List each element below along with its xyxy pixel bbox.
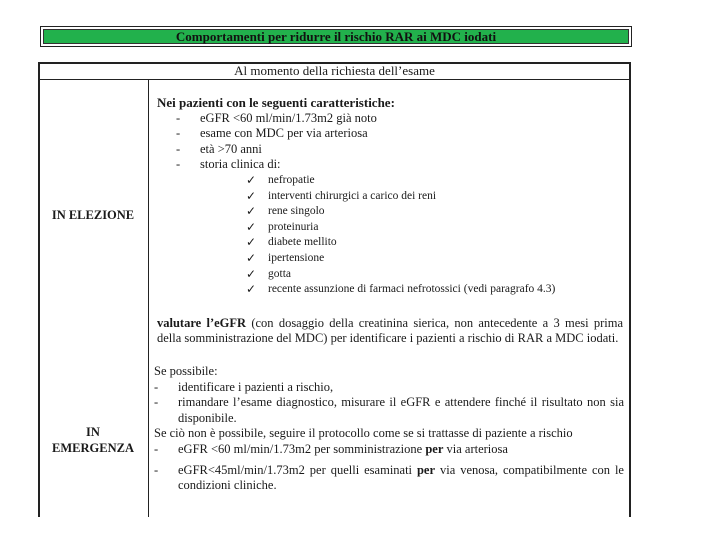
list-item: - eGFR <60 ml/min/1.73m2 per somministrazione per via arteriosa: [154, 441, 508, 456]
check-icon: ✓: [246, 235, 257, 250]
list-item: - esame con MDC per via arteriosa: [176, 126, 368, 141]
list-item: - identificare i pazienti a rischio,: [154, 379, 334, 394]
list-item: ✓ nefropatie: [246, 172, 315, 187]
dash-marker: -: [176, 157, 181, 172]
column-divider: [148, 79, 149, 517]
list-item: - rimandare l’esame diagnostico, misurare il eGFR e attendere finché il risultato non sia disponibile.: [154, 395, 624, 425]
list-item: ✓ interventi chirurgici a carico dei reni: [246, 188, 437, 203]
row-label-elezione: [38, 80, 148, 350]
check-icon: ✓: [246, 282, 257, 297]
table-right-border: [629, 62, 631, 517]
row-label-emergenza: [38, 362, 148, 517]
dash-marker: -: [154, 395, 159, 410]
check-icon: ✓: [246, 219, 257, 234]
elezione-label-text: IN ELEZIONE: [51, 208, 135, 222]
emergenza-intro: Se possibile:: [154, 364, 218, 378]
table-header-text: Al momento della richiesta dell’esame: [234, 63, 435, 78]
clinical-history-list: [246, 173, 623, 298]
emergenza-label-line1: IN: [86, 424, 100, 439]
list-item: ✓ ipertensione: [246, 250, 325, 265]
document-title: [40, 26, 632, 47]
emergenza-content: [154, 364, 624, 494]
check-icon: ✓: [246, 266, 257, 281]
elezione-criteria-list: [176, 111, 623, 173]
list-item: ✓ gotta: [246, 266, 291, 281]
list-item: ✓ recente assunzione di farmaci nefrotossici (vedi paragrafo 4.3): [246, 282, 556, 297]
check-icon: ✓: [246, 250, 257, 265]
risk-table: [38, 62, 631, 517]
check-icon: ✓: [246, 188, 257, 203]
list-item: - età >70 anni: [176, 141, 262, 156]
elezione-content: [157, 95, 623, 347]
dash-marker: -: [154, 441, 159, 456]
dash-marker: -: [176, 126, 181, 141]
valutare-rest: (con dosaggio della creatinina sierica, non antecedente a 3 mesi prima della somministrazione del MDC) per identificare i pazienti a rischio di RAR a MDC iodati.: [157, 315, 624, 346]
table-header: [38, 62, 631, 80]
list-item: ✓ rene singolo: [246, 204, 325, 219]
valutare-paragraph: [157, 316, 623, 347]
dash-marker: -: [176, 141, 181, 156]
list-item: - storia clinica di:: [176, 157, 281, 172]
list-item: ✓ diabete mellito: [246, 235, 337, 250]
dash-marker: -: [154, 379, 159, 394]
list-item: - eGFR <60 ml/min/1.73m2 già noto: [176, 110, 377, 125]
list-item: - eGFR<45ml/min/1.73m2 per quelli esaminati per via venosa, compatibilmente con le condizioni cliniche.: [154, 462, 624, 493]
valutare-bold: valutare l’eGFR: [157, 315, 247, 330]
check-icon: ✓: [246, 204, 257, 219]
list-item: ✓ proteinuria: [246, 219, 319, 234]
document-title-text: Comportamenti per ridurre il rischio RAR ai MDC iodati: [175, 28, 497, 44]
protocol-text: Se ciò non è possibile, seguire il protocollo come se si trattasse di paziente a rischio: [154, 426, 573, 441]
dash-marker: -: [176, 110, 181, 125]
emergenza-label-line2: EMERGENZA: [52, 440, 134, 455]
dash-marker: -: [154, 462, 159, 477]
elezione-heading: Nei pazienti con le seguenti caratteristiche:: [157, 95, 395, 110]
check-icon: ✓: [246, 172, 257, 187]
